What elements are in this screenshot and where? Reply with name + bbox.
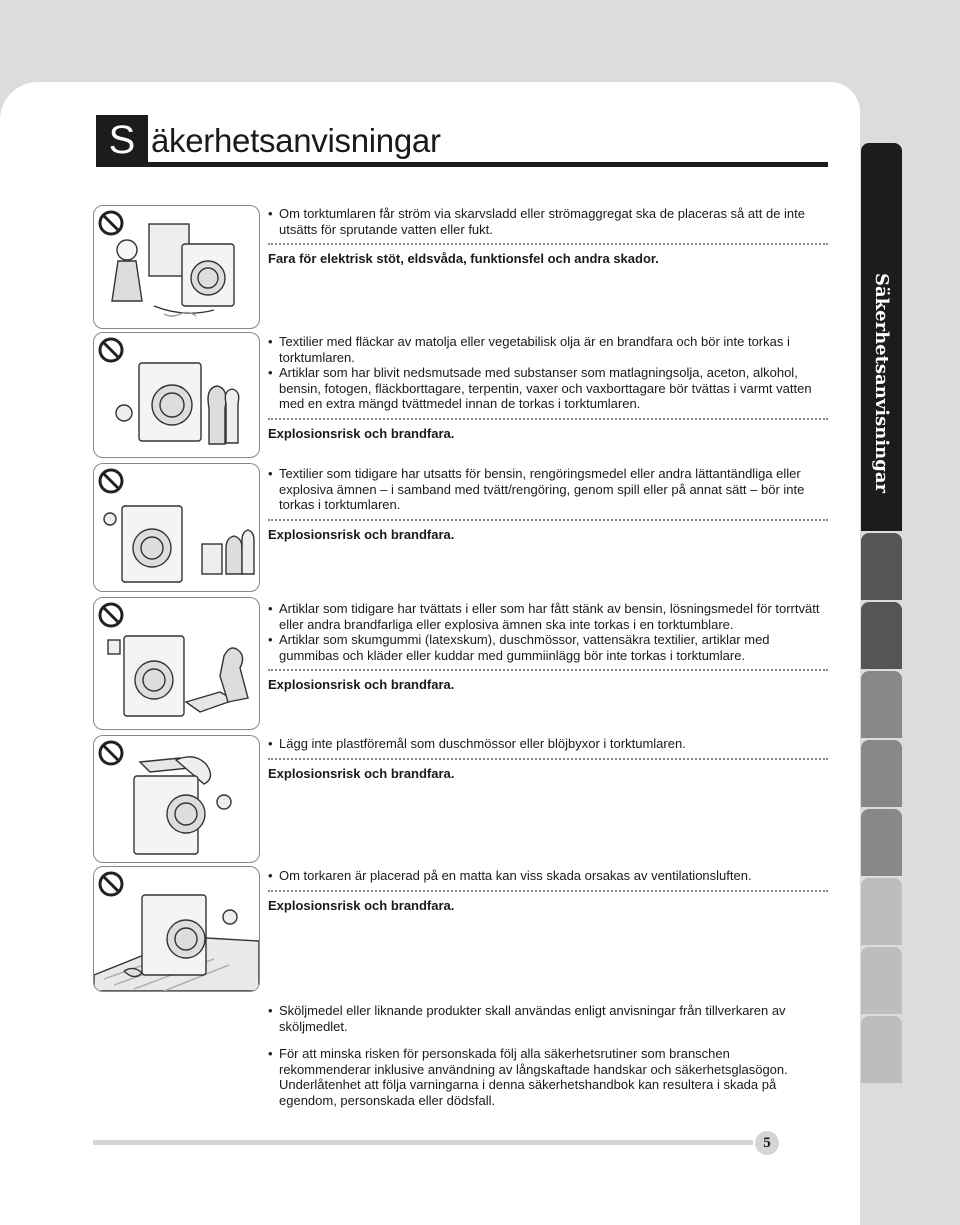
prohibition-icon: [100, 873, 122, 895]
section-2: [268, 334, 828, 442]
footer-bar: [93, 1140, 753, 1145]
dotted-divider: [268, 243, 828, 245]
section-6: [268, 868, 828, 914]
illustration-carpet: [93, 866, 260, 992]
illustration-extension-cord: [93, 205, 260, 329]
illustration-flammable-substances: [93, 463, 260, 592]
tab-3[interactable]: [861, 602, 902, 669]
section-5-warning: Explosionsrisk och brandfara.: [268, 765, 455, 781]
prohibition-icon: [100, 604, 122, 626]
tab-8[interactable]: [861, 947, 902, 1014]
tab-5[interactable]: [861, 740, 902, 807]
section-2-warning: Explosionsrisk och brandfara.: [268, 425, 455, 441]
dotted-divider: [268, 669, 828, 671]
section-1-warning: Fara för elektrisk stöt, eldsvåda, funktionsfel och andra skador.: [268, 251, 659, 266]
section-5: [268, 736, 828, 782]
extra-bullet-2: • För att minska risken för personskada följ alla säkerhetsrutiner som branschen rekommenderar inklusive användning av långskaftade handskar och säkerhetsglasögon. Underlåtenhet att följa varningarna i denna säkerhetshandbok kan resultera i skada på egendom, personskada eller dödsfall.: [268, 1046, 788, 1108]
illustration-plastic-items: [93, 735, 260, 863]
dotted-divider: [268, 890, 828, 892]
dotted-divider: [268, 418, 828, 420]
section-4-bullet-2: • Artiklar som skumgummi (latexskum), duschmössor, vattensäkra textilier, artiklar med gummibas och kläder eller kuddar med gummiinlägg bör inte torkas i torktumlare.: [268, 632, 828, 663]
title-underline: [96, 162, 828, 167]
tab-label: Säkerhetsanvisningar: [871, 273, 892, 493]
title-initial: S: [96, 115, 148, 165]
extra-bullet-1-block: [268, 1003, 788, 1034]
tab-4[interactable]: [861, 671, 902, 738]
section-2-bullet-2: • Artiklar som har blivit nedsmutsade med substanser som matlagningsolja, aceton, alkohol, bensin, fotogen, fläckborttagare, terpentin, vaxer och vaxborttagare bör tvättas i varmt vatten med en extra mängd tvättmedel innan de torkas i torktumlaren.: [268, 365, 828, 412]
illustration-rubber-items: [93, 597, 260, 730]
title-text: äkerhetsanvisningar: [151, 122, 441, 159]
page-number: 5: [755, 1131, 779, 1155]
tab-9[interactable]: [861, 1016, 902, 1083]
section-4: [268, 601, 828, 693]
tab-sakerhetsanvisningar[interactable]: [861, 143, 902, 531]
section-4-bullet-1: • Artiklar som tidigare har tvättats i eller som har fått stänk av bensin, lösningsmedel för torrtvätt eller andra brandfarliga eller explosiva ämnen ska inte torkas i en torktumblare.: [268, 601, 828, 632]
prohibition-icon: [100, 339, 122, 361]
prohibition-icon: [100, 212, 122, 234]
dotted-divider: [268, 758, 828, 760]
section-6-warning: Explosionsrisk och brandfara.: [268, 897, 455, 913]
extra-bullet-2-block: [268, 1046, 788, 1108]
section-4-warning: Explosionsrisk och brandfara.: [268, 677, 455, 692]
section-3: [268, 466, 828, 543]
prohibition-icon: [100, 470, 122, 492]
section-1: [268, 206, 828, 267]
tab-2[interactable]: [861, 533, 902, 600]
section-6-bullet-1: • Om torkaren är placerad på en matta kan viss skada orsakas av ventilationsluften.: [268, 868, 828, 884]
section-3-warning: Explosionsrisk och brandfara.: [268, 526, 455, 542]
prohibition-icon: [100, 742, 122, 764]
tab-7[interactable]: [861, 878, 902, 945]
dotted-divider: [268, 519, 828, 521]
illustration-oil-stains: [93, 332, 260, 458]
page-title: [96, 115, 828, 167]
section-2-bullet-1: • Textilier med fläckar av matolja eller vegetabilisk olja är en brandfara och bör inte torkas i torktumlaren.: [268, 334, 828, 365]
section-3-bullet-1: • Textilier som tidigare har utsatts för bensin, rengöringsmedel eller andra lättantändliga eller explosiva ämnen – i samband med tvätt/rengöring, genom spill eller på annat sätt – bör inte torkas i torktumlaren.: [268, 466, 828, 513]
section-1-bullet-1: • Om torktumlaren får ström via skarvsladd eller strömaggregat ska de placeras så att de inte utsätts för sprutande vatten eller fukt.: [268, 206, 828, 237]
section-5-bullet-1: • Lägg inte plastföremål som duschmössor eller blöjbyxor i torktumlaren.: [268, 736, 828, 752]
extra-bullet-1: • Sköljmedel eller liknande produkter skall användas enligt anvisningar från tillverkaren av sköljmedlet.: [268, 1003, 788, 1034]
tab-6[interactable]: [861, 809, 902, 876]
